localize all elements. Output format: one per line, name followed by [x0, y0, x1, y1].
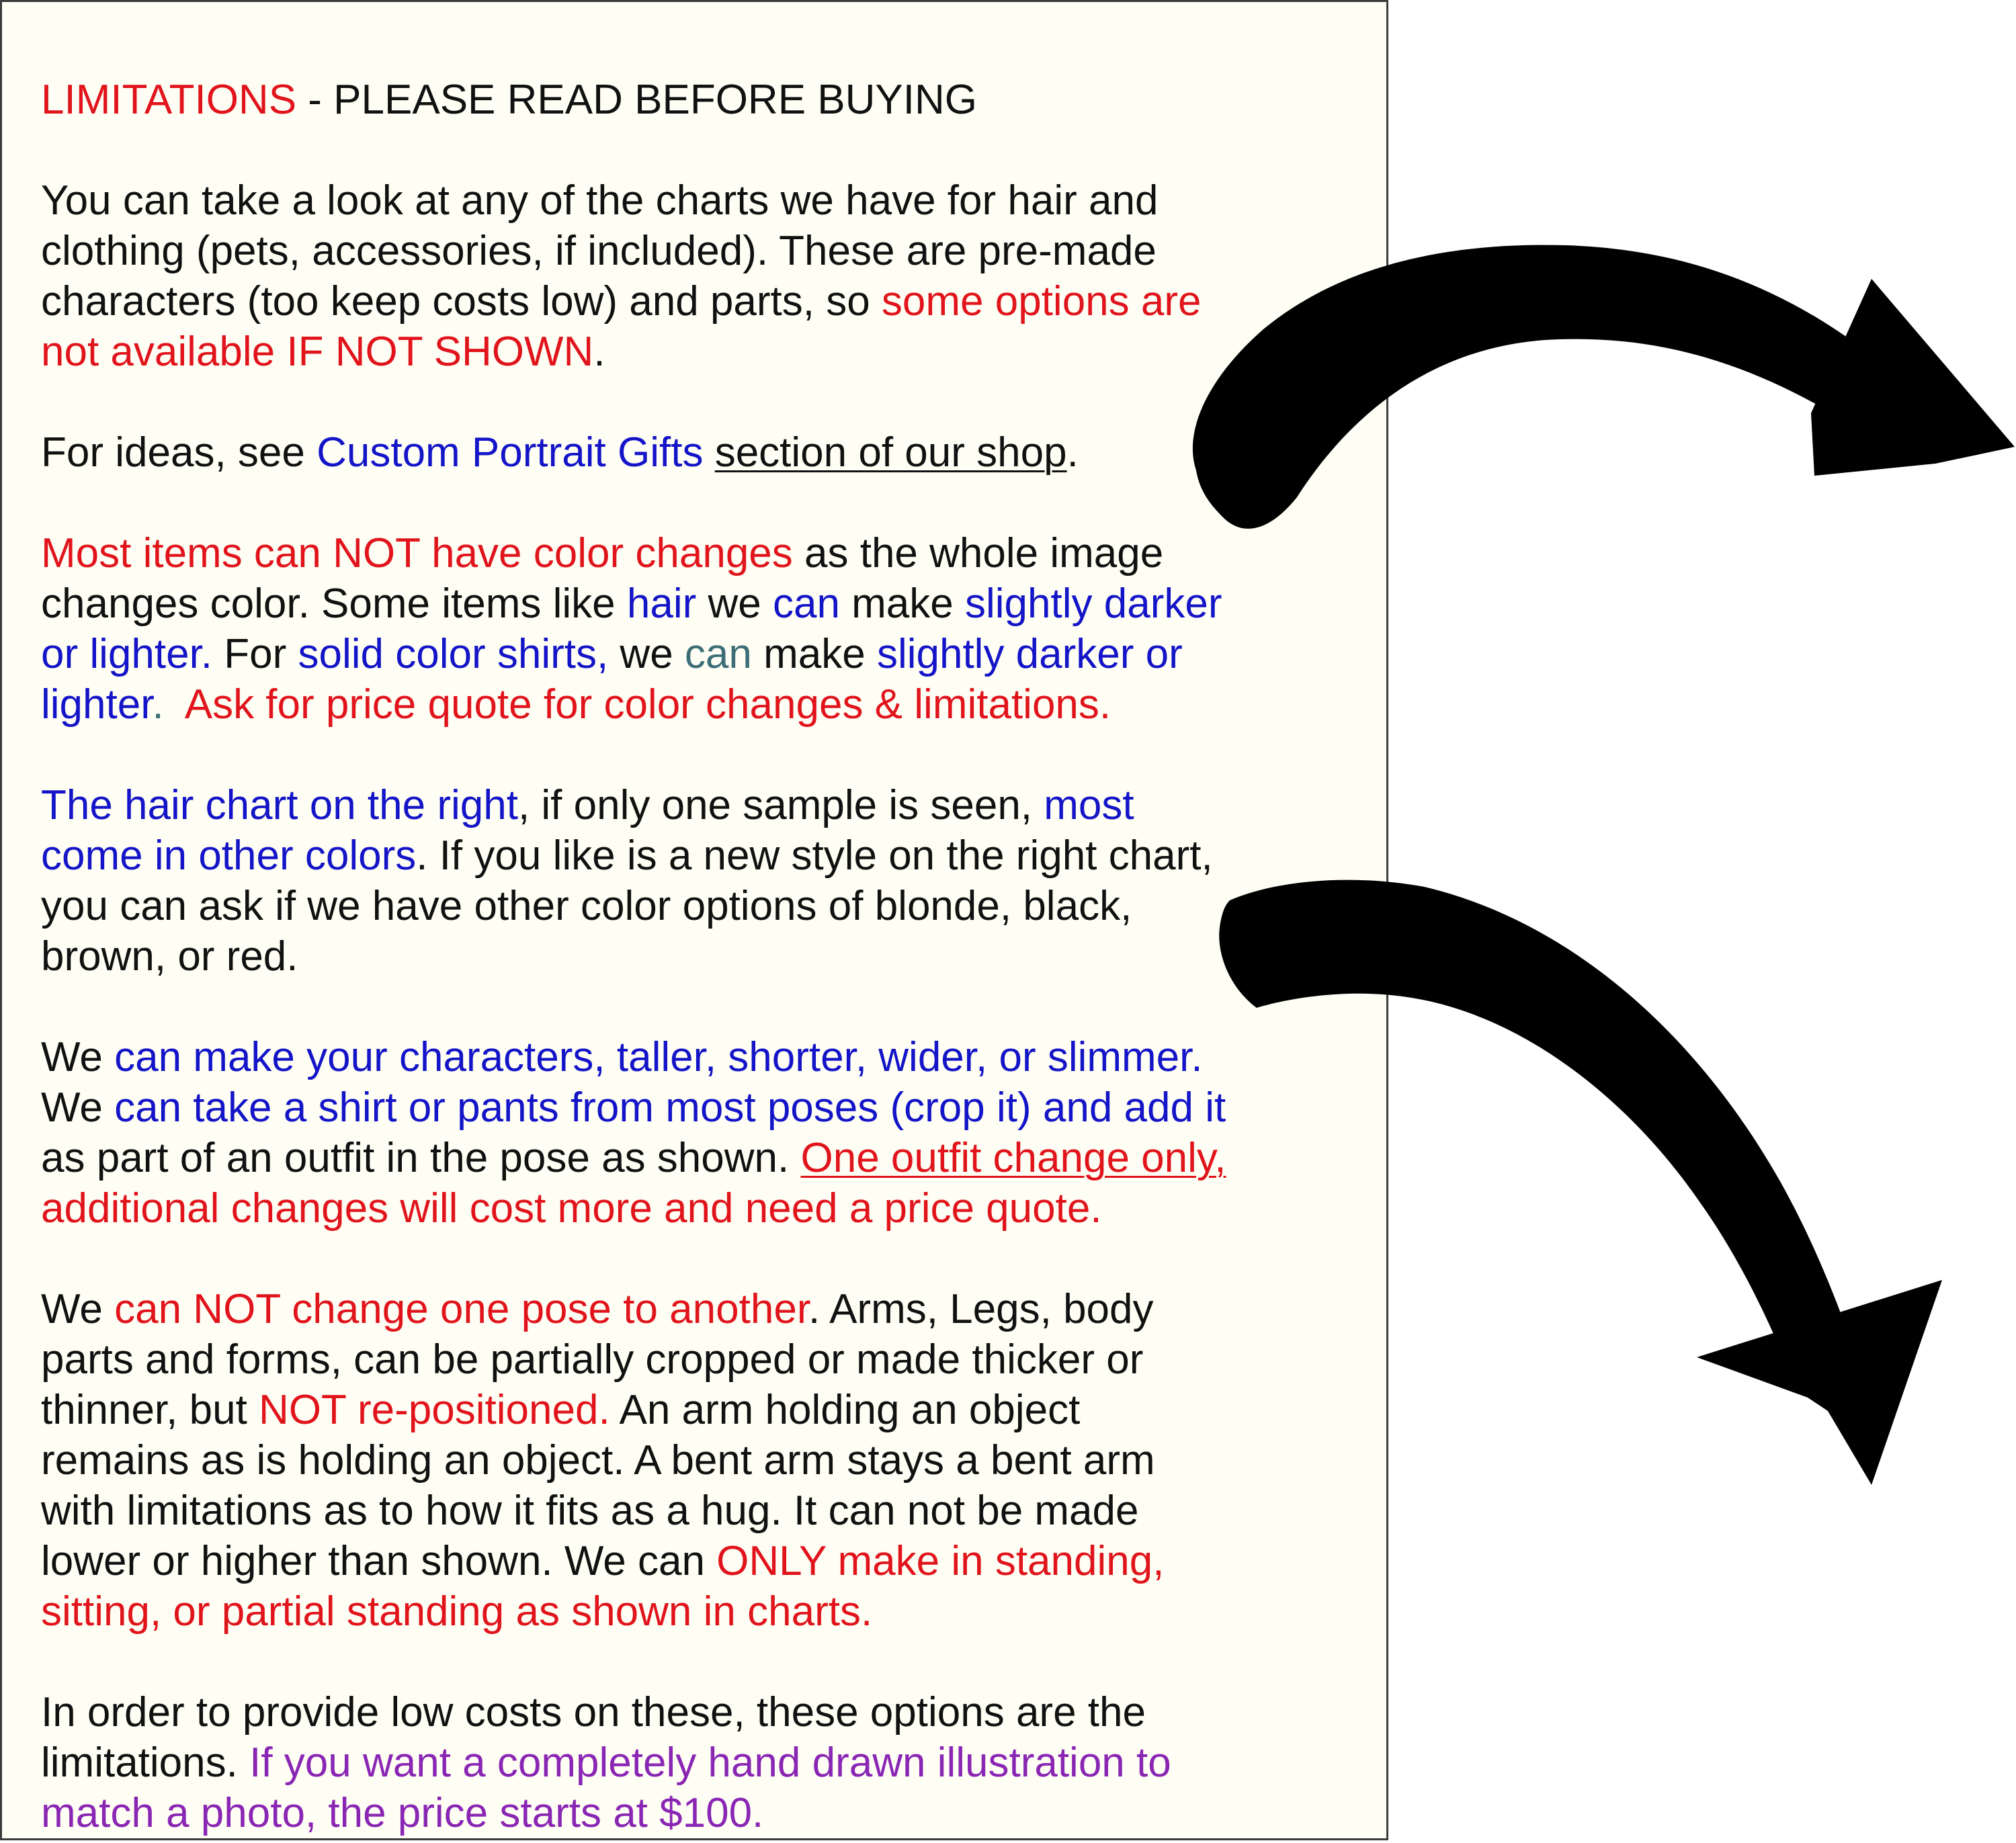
p7-line3: match a photo, the price starts at $100. [41, 1790, 764, 1836]
p1-line2: clothing (pets, accessories, if included). These are pre-made [41, 228, 1157, 274]
curved-arrow-down-right-icon [1219, 880, 1942, 1485]
p6-line4: remains as is holding an object. A bent arm stays a bent arm [41, 1437, 1155, 1484]
p7-line2: limitations. If you want a completely hand drawn illustration to [41, 1740, 1171, 1786]
title-rest: - PLEASE READ BEFORE BUYING [296, 77, 977, 123]
p3-line1: Most items can NOT have color changes as the whole image [41, 530, 1164, 576]
p3-line2: changes color. Some items like hair we can make slightly darker [41, 581, 1222, 627]
p4-line2: come in other colors. If you like is a new style on the right chart, [41, 832, 1213, 879]
p6-line6: lower or higher than shown. We can ONLY make in standing, [41, 1538, 1165, 1584]
p5-line3: as part of an outfit in the pose as shown. One outfit change only, [41, 1135, 1226, 1181]
title-limitations: LIMITATIONS [41, 77, 297, 123]
p4-line3: you can ask if we have other color options of blonde, black, [41, 883, 1132, 929]
p3-line4: lighter. Ask for price quote for color changes & limitations. [41, 681, 1111, 728]
paragraph-ideas: For ideas, see Custom Portrait Gifts section of our shop. [41, 429, 1079, 476]
p7-line1: In order to provide low costs on these, these options are the [41, 1689, 1146, 1735]
p1-line3: characters (too keep costs low) and parts, so some options are [41, 278, 1202, 325]
p4-line1: The hair chart on the right, if only one sample is seen, most [41, 782, 1134, 828]
custom-portrait-gifts-link[interactable]: Custom Portrait Gifts [317, 429, 704, 476]
p5-line2: We can take a shirt or pants from most poses (crop it) and add it [41, 1084, 1226, 1131]
p5-line4: additional changes will cost more and need a price quote. [41, 1185, 1102, 1232]
p6-line3: thinner, but NOT re-positioned. An arm holding an object [41, 1387, 1081, 1433]
p6-line5: with limitations as to how it fits as a hug. It can not be made [41, 1488, 1139, 1534]
p1-line4: not available IF NOT SHOWN. [41, 329, 605, 375]
p1-line1: You can take a look at any of the charts we have for hair and [41, 177, 1159, 224]
shop-section-link[interactable]: section of our shop [714, 429, 1067, 476]
p3-line3: or lighter. For solid color shirts, we can make slightly darker or [41, 631, 1183, 677]
p6-line2: parts and forms, can be partially cropped or made thicker or [41, 1336, 1144, 1383]
curved-arrow-right-icon [1193, 245, 2015, 529]
p6-line1: We can NOT change one pose to another. Arms, Legs, body [41, 1286, 1154, 1332]
p6-line7: sitting, or partial standing as shown in charts. [41, 1588, 873, 1635]
p5-line1: We can make your characters, taller, shorter, wider, or slimmer. [41, 1034, 1203, 1080]
p4-line4: brown, or red. [41, 933, 298, 980]
